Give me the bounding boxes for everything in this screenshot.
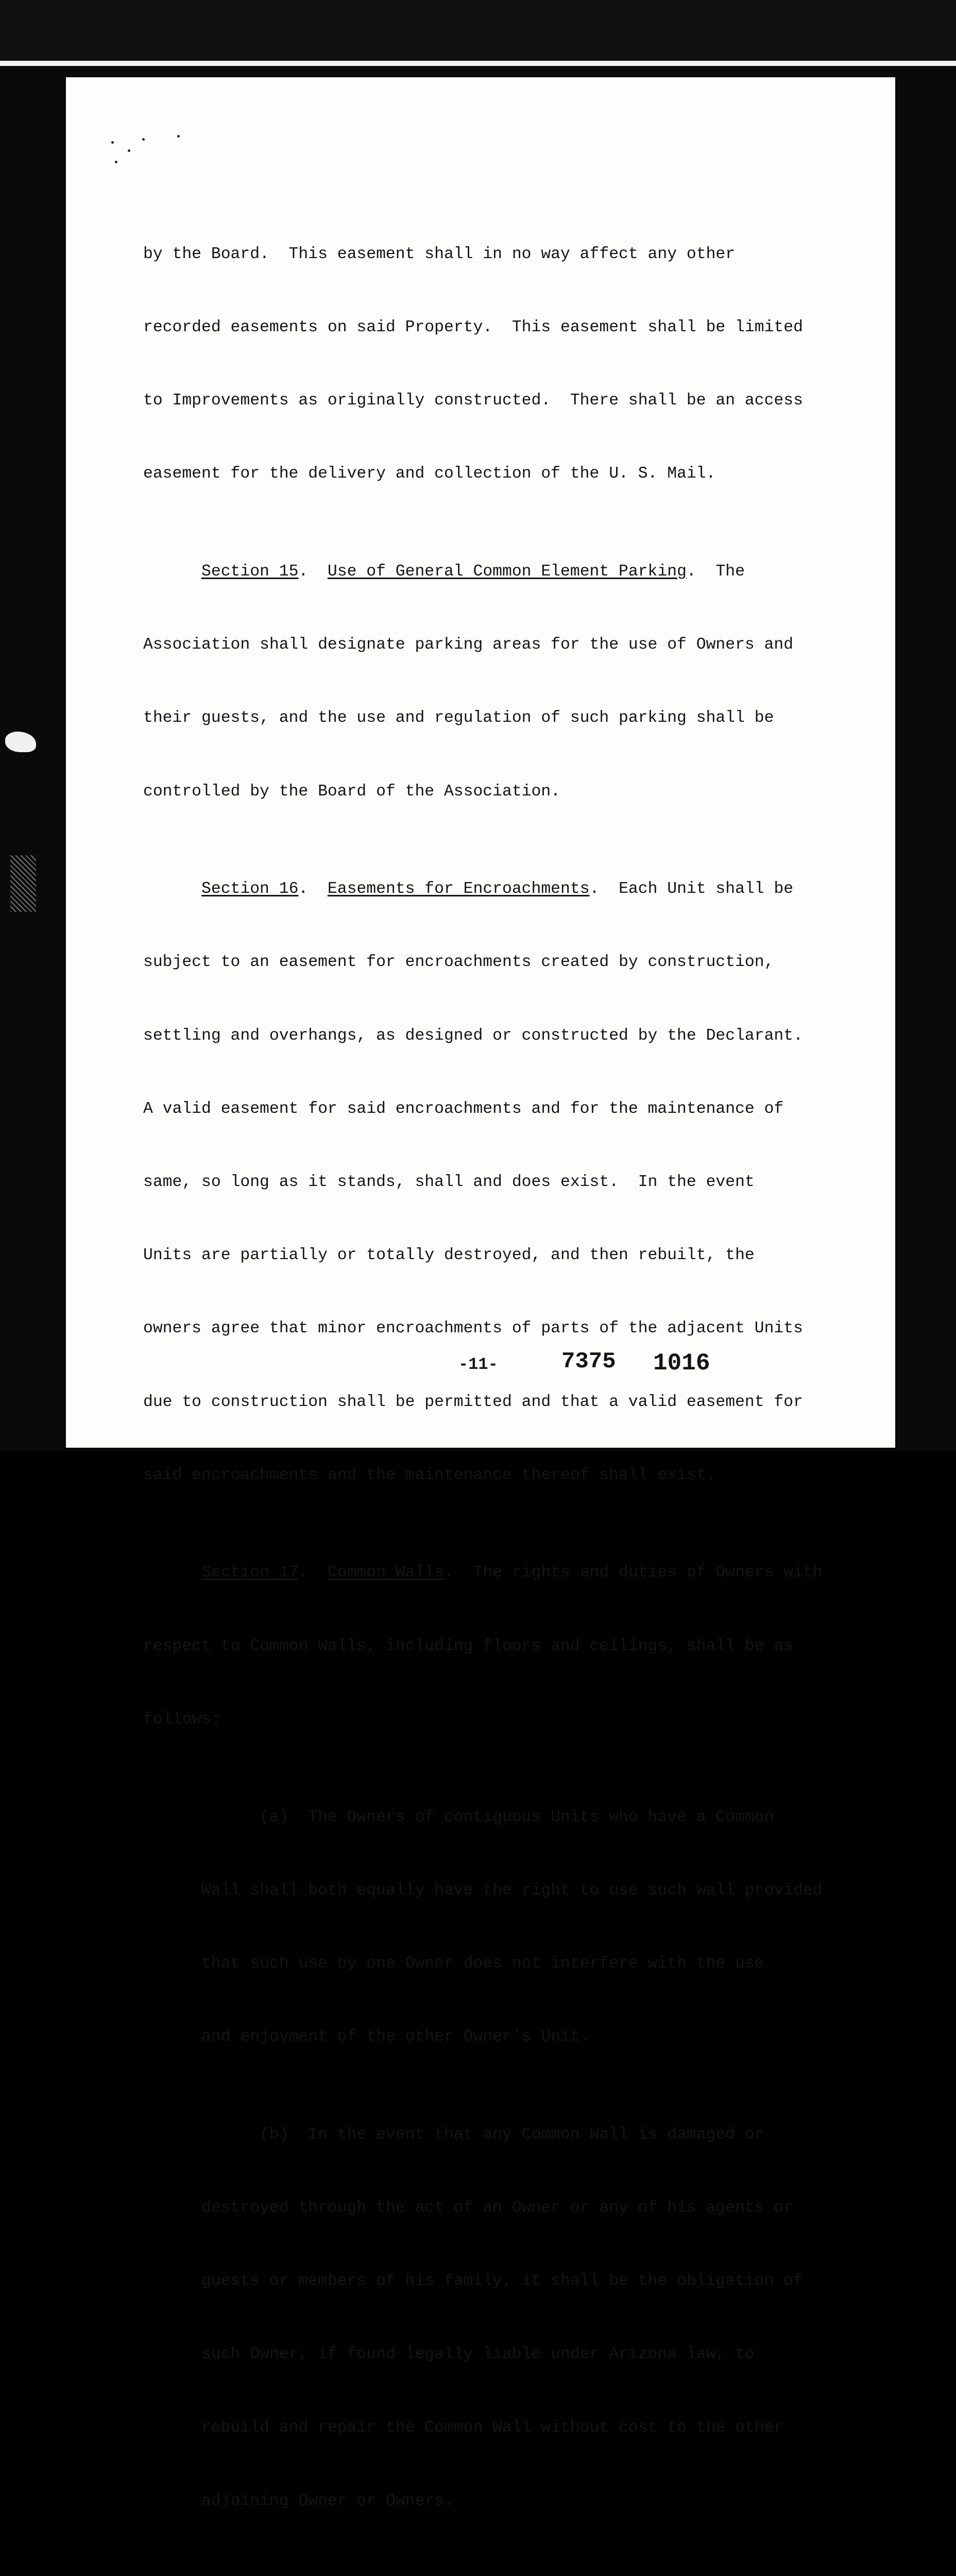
recording-page-number: 1016 <box>653 1350 710 1377</box>
scan-top-edge <box>0 61 956 66</box>
section-16-label: Section 16 <box>201 880 299 899</box>
body-line: Units are partially or totally destroyed, and then rebuilt, the <box>143 1246 755 1265</box>
item-b-line: rebuild and repair the Common Wall without cost to the other <box>201 2418 784 2437</box>
body-line: due to construction shall be permitted and that a valid easement for <box>143 1393 803 1411</box>
item-b-line: adjoining Owner or Owners. <box>201 2492 454 2510</box>
body-line: same, so long as it stands, shall and does exist. In the event <box>143 1173 755 1192</box>
section-15-heading: Section 15. Use of General Common Element Parking. The <box>201 563 745 581</box>
section-15-first-line: The <box>715 563 745 581</box>
page-number: -11- <box>458 1355 498 1374</box>
body-line: said encroachments and the maintenance thereof shall exist. <box>143 1466 716 1484</box>
scan-edge-artifact <box>5 732 36 752</box>
body-line: follows: <box>143 1710 221 1728</box>
body-line: A valid easement for said encroachments and for the maintenance of <box>143 1099 784 1118</box>
section-16-heading: Section 16. Easements for Encroachments. Each Unit shall be <box>201 880 794 899</box>
section-15-label: Section 15 <box>201 563 299 581</box>
body-line: by the Board. This easement shall in no way affect any other <box>143 245 736 263</box>
item-b-line: guests or members of his family, it shall be the obligation of <box>201 2272 803 2291</box>
document-body <box>143 193 864 2576</box>
section-17-label: Section 17 <box>201 1564 299 1582</box>
body-line: respect to Common Walls, including floors and ceilings, shall be as <box>143 1637 794 1655</box>
scan-edge-noise <box>10 855 36 912</box>
body-line: easement for the delivery and collection of the U. S. Mail. <box>143 465 716 483</box>
section-16-first-line: Each Unit shall be <box>619 880 794 899</box>
item-b-line: destroyed through the act of an Owner or any of his agents or <box>201 2198 794 2217</box>
body-line: Association shall designate parking areas for the use of Owners and <box>143 636 794 654</box>
section-17-heading: Section 17. Common Walls. The rights and duties of Owners with <box>201 1564 823 1582</box>
item-b-line: (b) In the event that any Common Wall is damaged or <box>260 2125 764 2144</box>
section-15-title: Use of General Common Element Parking <box>327 563 687 581</box>
body-line: controlled by the Board of the Association. <box>143 782 561 801</box>
item-b-line: such Owner, if found legally liable under Arizona law, to <box>201 2345 755 2364</box>
item-a-line: and enjoyment of the other Owner's Unit. <box>201 2028 590 2046</box>
recording-book-number: 7375 <box>561 1349 616 1375</box>
section-17-first-line: The rights and duties of Owners with <box>473 1564 823 1582</box>
scan-top-band <box>0 0 956 62</box>
section-16-title: Easements for Encroachments <box>327 880 590 899</box>
section-17-title: Common Walls <box>327 1564 444 1582</box>
body-line: settling and overhangs, as designed or constructed by the Declarant. <box>143 1026 803 1045</box>
body-line: to Improvements as originally constructed. There shall be an access <box>143 392 803 410</box>
body-line: subject to an easement for encroachments created by construction, <box>143 953 774 972</box>
item-a-line: (a) The Owners of contiguous Units who have a Common <box>260 1808 774 1826</box>
body-line: owners agree that minor encroachments of parts of the adjacent Units <box>143 1319 803 1338</box>
body-line: recorded easements on said Property. This easement shall be limited <box>143 318 803 337</box>
item-a-line: Wall shall both equally have the right to use such wall provided <box>201 1881 823 1900</box>
body-line: their guests, and the use and regulation of such parking shall be <box>143 709 774 727</box>
item-a-line: that such use by one Owner does not interfere with the use <box>201 1954 764 1973</box>
